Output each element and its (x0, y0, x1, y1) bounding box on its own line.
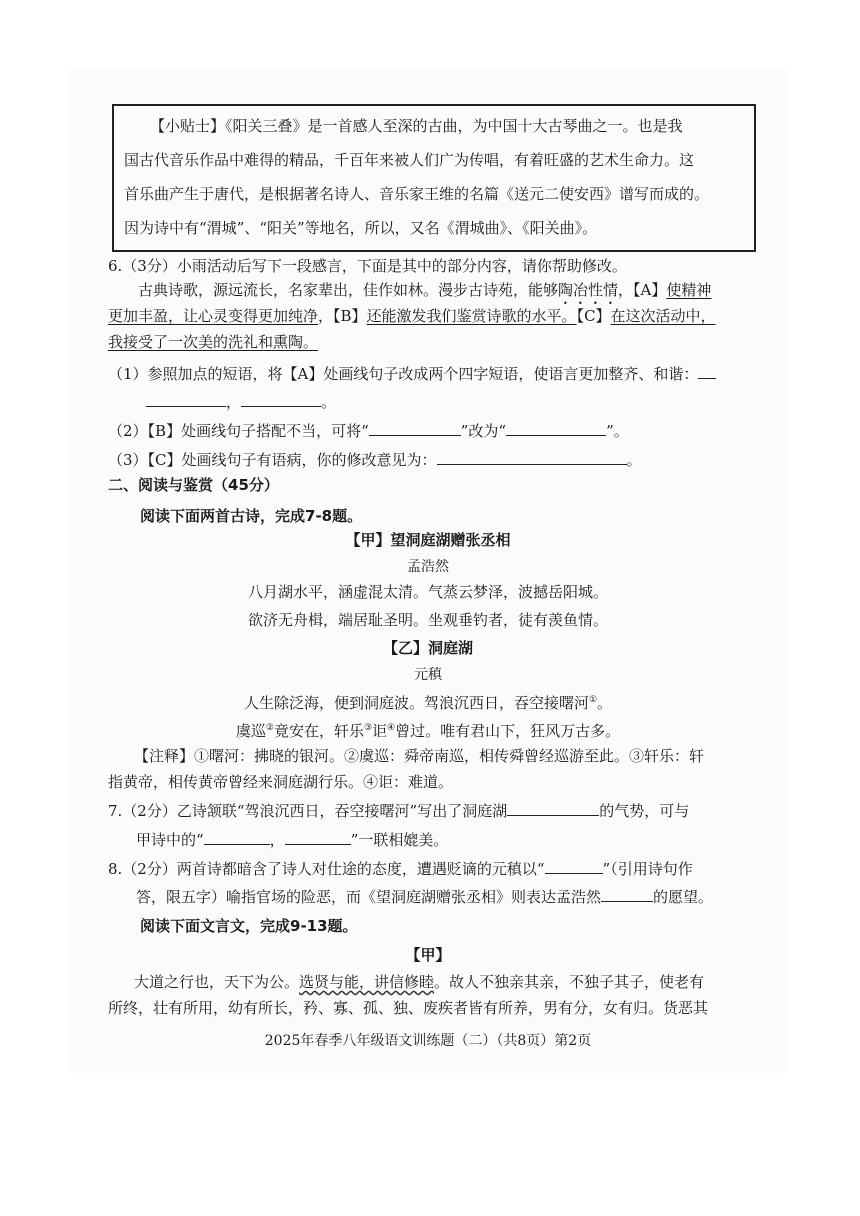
q6-text: ”。 (606, 422, 629, 440)
q6-stem: 6.（3分）小雨活动后写下一段感言，下面是其中的部分内容，请你帮助修改。 (108, 257, 627, 275)
q6-text: （2）【B】处画线句子搭配不当，可将“ (108, 422, 369, 440)
wavy-underlined-phrase: 选贤与能，讲信修睦 (299, 973, 435, 991)
poem-text: 讵 (372, 722, 388, 740)
q6-text: ，【B】 (318, 307, 367, 325)
reading-intro: 阅读下面两首古诗，完成7-8题。 (140, 507, 363, 525)
notes-line-1: 【注释】①曙河：拂晓的银河。②虞巡：舜帝南巡，相传舜曾经巡游至此。③轩乐：轩 (134, 747, 705, 765)
q7-text: 的气势，可与 (599, 802, 690, 820)
tip-line-1: 【小贴士】《阳关三叠》是一首感人至深的古曲，为中国十大古琴曲之一。也是我 (150, 117, 683, 135)
q8-line-1 (108, 859, 693, 879)
q8-text: 的愿望。 (653, 888, 714, 906)
q7-text: ”一联相媲美。 (350, 831, 449, 849)
classical-line-1 (134, 972, 704, 992)
q6-sub1-text: （1）参照加点的短语，将【A】处画线句子改成两个四字短语，使语言更加整齐、和谐： (108, 365, 699, 383)
exam-page (70, 70, 786, 1072)
q6-sub1-cont (146, 392, 336, 412)
poem-text: 。 (597, 694, 613, 712)
q7-line-2 (136, 830, 448, 850)
tip-line-4: 因为诗中有“渭城”、“阳关”等地名，所以，又名《渭城曲》、《阳关曲》。 (124, 219, 598, 237)
underlined-sentence-a: 更加丰盈，让心灵变得更加纯净 (108, 307, 319, 325)
footnote-marker: ① (588, 695, 598, 705)
answer-blank[interactable] (601, 887, 653, 902)
section-title: 二、阅读与鉴赏（45分） (108, 476, 279, 494)
poem1-line-2: 欲济无舟楫，端居耻圣明。坐观垂钓者，徒有羡鱼情。 (247, 611, 608, 629)
tip-line-3: 首乐曲产生于唐代，是根据著名诗人、音乐家王维的名篇《送元二使安西》谱写而成的。 (124, 185, 710, 203)
reading-intro-classical: 阅读下面文言文，完成9-13题。 (140, 917, 358, 935)
poem1-line-1: 八月湖水平，涵虚混太清。气蒸云梦泽，波撼岳阳城。 (247, 583, 608, 601)
q7-text: ， (269, 831, 285, 849)
q6-text: 。 (321, 393, 337, 411)
q8-line-2 (136, 887, 713, 907)
poem1-title: 【甲】望洞庭湖赠张丞相 (345, 531, 511, 549)
answer-blank[interactable] (285, 830, 351, 845)
q6-sub3 (108, 450, 642, 470)
poem2-line-2 (70, 718, 786, 741)
classical-jia-title: 【甲】 (405, 946, 451, 964)
tip-line-2: 国古代音乐作品中难得的精品，千百年来被人们广为传唱，有着旺盛的艺术生命力。这 (124, 151, 695, 169)
footnote-marker: ③ (363, 723, 373, 733)
q6-paragraph-line-2 (108, 306, 716, 326)
q8-text: 答，限五字）喻指官场的险恶，而《望洞庭湖赠张丞相》则表达孟浩然 (136, 888, 602, 906)
q6-text: ”改为“ (460, 422, 507, 440)
q6-paragraph-line-3 (108, 332, 318, 352)
underlined-sentence-b: 还能激发我们鉴赏诗歌的水平。 (366, 307, 577, 325)
q6-sub1 (108, 364, 716, 384)
q6-text: 。 (626, 451, 642, 469)
poem2-author: 元稹 (414, 667, 442, 683)
answer-blank[interactable] (204, 830, 270, 845)
answer-blank[interactable] (506, 421, 606, 436)
footnote-marker: ④ (387, 723, 396, 733)
q6-text: 【C】 (576, 307, 611, 325)
classical-line-2: 所终，壮有所用，幼有所长，矜、寡、孤、独、废疾者皆有所养，男有分，女有归。货恶其 (108, 999, 709, 1017)
underlined-sentence-a: 使精神 (666, 281, 712, 299)
footnote-marker: ② (265, 723, 274, 733)
answer-blank[interactable] (241, 392, 321, 407)
poem-text: 竟安在，轩乐 (273, 722, 364, 740)
q6-text: 古典诗歌，源远流长，名家辈出，佳作如林。漫步古诗苑，能够 (138, 281, 559, 299)
classical-text: 。故人不独亲其亲，不独子其子，使老有 (434, 973, 705, 991)
answer-blank[interactable] (369, 421, 461, 436)
classical-text: 大道之行也，天下为公。 (134, 973, 300, 991)
poem1-author: 孟浩然 (407, 559, 449, 575)
answer-blank[interactable] (545, 859, 603, 874)
page-footer: 2025年春季八年级语文训练题（二）（共8页）第2页 (264, 1033, 592, 1049)
underlined-sentence-c: 我接受了一次美的洗礼和熏陶。 (108, 333, 319, 351)
q6-text: ，【A】 (618, 281, 667, 299)
q8-text: 8.（2分）两首诗都暗含了诗人对仕途的态度，遭遇贬谪的元稹以“ (108, 860, 545, 878)
q6-sub2 (108, 421, 629, 441)
underlined-sentence-c: 在这次活动中， (610, 307, 716, 325)
dotted-phrase: 陶冶性情 (558, 281, 619, 299)
q6-text: ， (226, 393, 242, 411)
q6-paragraph-line-1 (138, 280, 711, 308)
poem2-title: 【乙】洞庭湖 (382, 639, 473, 657)
poem2-line-1 (70, 690, 786, 713)
q6-text: （3）【C】处画线句子有语病，你的修改意见为： (108, 451, 437, 469)
q8-text: ”（引用诗句作 (602, 860, 693, 878)
answer-blank[interactable] (146, 392, 226, 407)
q7-text: 甲诗中的“ (136, 831, 204, 849)
answer-blank[interactable] (507, 801, 599, 816)
poem-text: 曾过。唯有君山下，狂风万古多。 (395, 722, 621, 740)
q7-line-1 (108, 801, 689, 821)
answer-blank[interactable] (437, 450, 627, 465)
poem-text: 虞巡 (235, 722, 266, 740)
poem-text: 人生除泛海，便到洞庭波。驾浪沉西日，吞空接曙河 (243, 694, 589, 712)
answer-blank[interactable] (698, 364, 716, 379)
q7-text: 7.（2分）乙诗颔联“驾浪沉西日，吞空接曙河”写出了洞庭湖 (108, 802, 508, 820)
notes-line-2: 指黄帝，相传黄帝曾经来洞庭湖行乐。④讵：难道。 (108, 773, 454, 791)
